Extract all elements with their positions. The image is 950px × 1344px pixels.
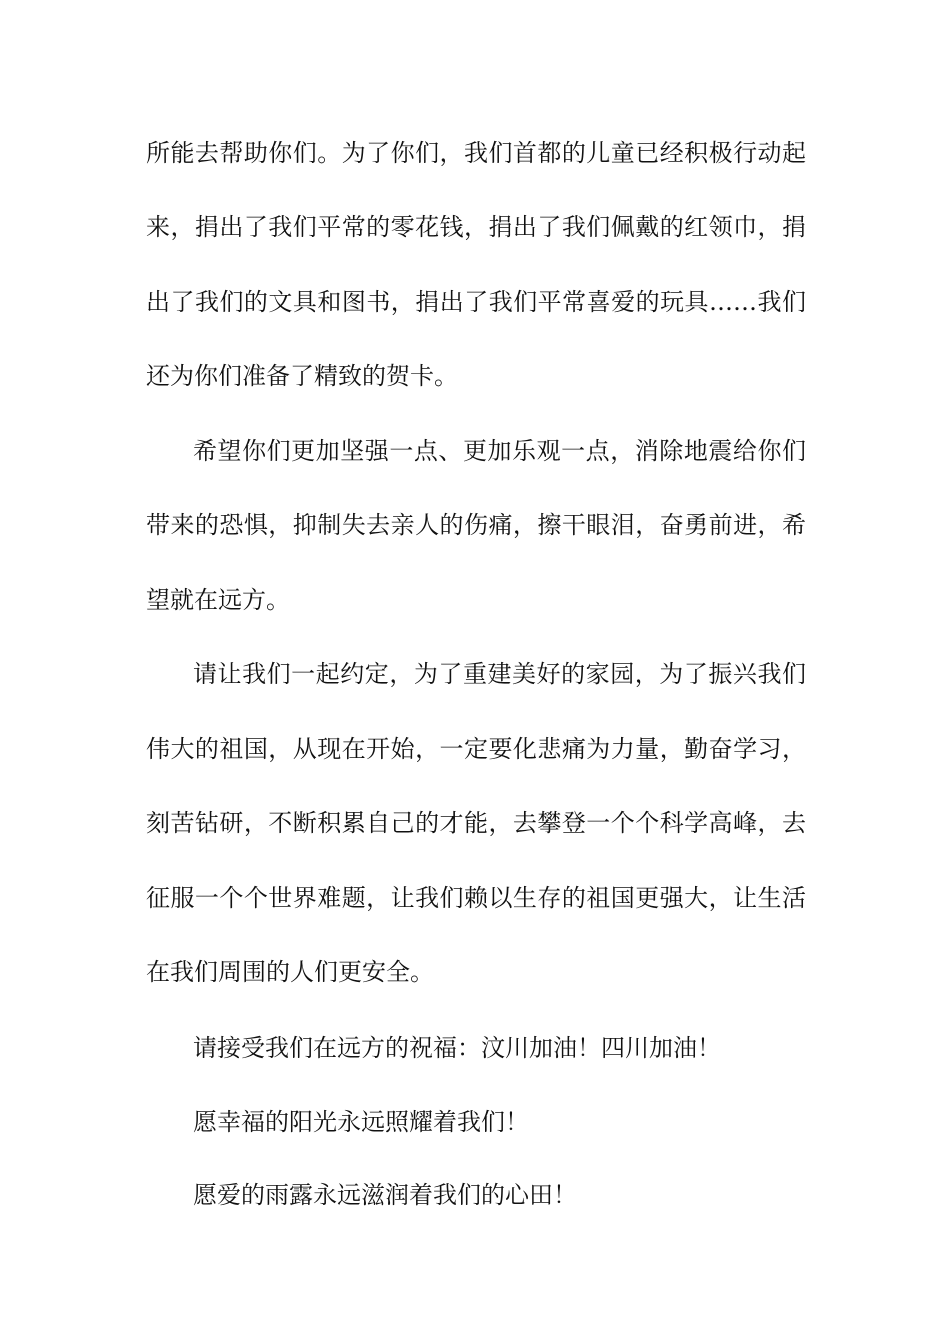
paragraph-3-line-1: 请让我们一起约定，为了重建美好的家园，为了振兴我们	[193, 660, 806, 688]
paragraph-3-line-3: 刻苦钻研，不断积累自己的才能，去攀登一个个科学高峰，去	[146, 809, 806, 837]
paragraph-1-line-1: 所能去帮助你们。为了你们，我们首都的儿童已经积极行动起	[146, 139, 806, 167]
paragraph-4-line-1: 请接受我们在远方的祝福：汶川加油！四川加油！	[193, 1034, 721, 1062]
paragraph-2-line-3: 望就在远方。	[146, 586, 290, 614]
paragraph-1-line-2: 来，捐出了我们平常的零花钱，捐出了我们佩戴的红领巾，捐	[146, 213, 806, 241]
paragraph-3-line-2: 伟大的祖国，从现在开始，一定要化悲痛为力量，勤奋学习，	[146, 735, 806, 763]
paragraph-5-line-1: 愿幸福的阳光永远照耀着我们！	[193, 1108, 529, 1136]
paragraph-2-line-2: 带来的恐惧，抑制失去亲人的伤痛，擦干眼泪，奋勇前进，希	[146, 511, 806, 539]
paragraph-6-line-1: 愿爱的雨露永远滋润着我们的心田！	[193, 1181, 577, 1209]
paragraph-2-line-1: 希望你们更加坚强一点、更加乐观一点，消除地震给你们	[193, 437, 806, 465]
paragraph-1-line-3: 出了我们的文具和图书，捐出了我们平常喜爱的玩具……我们	[146, 288, 806, 316]
paragraph-3-line-5: 在我们周围的人们更安全。	[146, 958, 434, 986]
paragraph-1-line-4: 还为你们准备了精致的贺卡。	[146, 362, 458, 390]
paragraph-3-line-4: 征服一个个世界难题，让我们赖以生存的祖国更强大，让生活	[146, 884, 806, 912]
